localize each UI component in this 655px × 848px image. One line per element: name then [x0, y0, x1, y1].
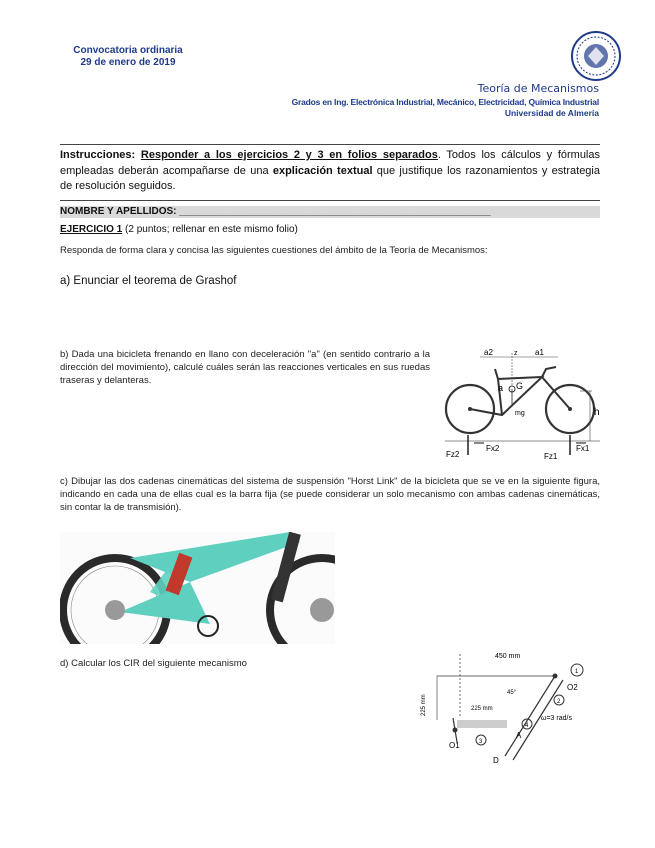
- link-3: 3: [479, 739, 483, 745]
- question-d: d) Calcular los CIR del siguiente mecanismo: [60, 658, 247, 669]
- label-Fz1: Fz1: [544, 452, 558, 461]
- dim-left: 225 mm: [421, 694, 427, 716]
- university-seal-icon: [570, 30, 622, 82]
- university-name: Universidad de Almería: [504, 108, 599, 118]
- convocatoria-label: Convocatoria ordinaria: [73, 45, 183, 56]
- instructions-paragraph: [60, 148, 600, 195]
- label-h: h: [594, 407, 600, 418]
- suspension-bike-photo: [60, 532, 335, 644]
- dim-mid: 225 mm: [471, 706, 493, 712]
- instructions-emphasis: Responder a los ejercicios 2 y 3 en folios separados: [140, 149, 438, 161]
- label-a2: a2: [484, 348, 493, 357]
- exercise1-intro: Responda de forma clara y concisa las siguientes cuestiones del ámbito de la Teoría de Mecanismos:: [60, 245, 488, 256]
- label-z: z: [514, 350, 518, 357]
- divider-top: [60, 144, 600, 145]
- label-O2: O2: [567, 683, 578, 692]
- bicycle-diagram: [440, 343, 605, 463]
- link-1: 1: [575, 669, 579, 675]
- omega-label: ω=3 rad/s: [541, 715, 572, 722]
- link-2: 2: [557, 699, 561, 705]
- label-D: D: [493, 756, 499, 765]
- instructions-label: Instrucciones:: [60, 149, 136, 161]
- label-a1: a1: [535, 348, 544, 357]
- label-mg: mg: [515, 410, 525, 417]
- instructions-text-1: . Todos los cálculos y fórmulas empleadas deberán acompañarse de una: [60, 149, 600, 177]
- name-field[interactable]: NOMBRE Y APELLIDOS: ________________________________________________________: [60, 206, 600, 218]
- question-a: a) Enunciar el teorema de Grashof: [60, 275, 237, 287]
- label-Fx2: Fx2: [486, 444, 500, 453]
- label-Fx1: Fx1: [576, 444, 590, 453]
- label-G: G: [516, 381, 524, 391]
- instructions-bold-2: explicación textual: [272, 164, 373, 177]
- course-title: Teoría de Mecanismos: [477, 82, 599, 95]
- exam-date: 29 de enero de 2019: [80, 57, 176, 68]
- link-4: 4: [525, 723, 529, 729]
- exam-call-header: [58, 45, 198, 69]
- label-A: A: [516, 731, 522, 740]
- instructions-text-2: que justifique los razonamientos y estrategia de resolución seguidos.: [60, 164, 600, 192]
- label-Fz2: Fz2: [446, 450, 460, 459]
- label-O1: O1: [449, 741, 460, 750]
- question-c: c) Dibujar las dos cadenas cinemáticas del sistema de suspensión "Horst Link" de la bicicleta que se ve en la siguiente figura, indicando en cada una de ellas cual es la barra fija (se puede considerar un solo mecanismo con ambas cadenas cinemáticas, sin contar la de transmisión).: [60, 476, 600, 513]
- exercise1-header: [60, 224, 298, 235]
- mechanism-diagram: [415, 648, 605, 766]
- divider-bottom: [60, 200, 600, 201]
- degrees-line: Grados en Ing. Electrónica Industrial, Mecánico, Electricidad, Química Industrial: [291, 97, 599, 107]
- dim-top: 450 mm: [495, 653, 521, 660]
- exercise1-points: (2 puntos; rellenar en este mismo folio): [122, 224, 298, 235]
- label-a: a: [498, 383, 504, 393]
- exercise1-title: EJERCICIO 1: [60, 224, 123, 235]
- question-b: b) Dada una bicicleta frenando en llano con deceleración "a" (en sentido contrario a la dirección del movimiento), calculé cuáles serán las reacciones verticales en sus ruedas traseras y delanteras.: [60, 349, 430, 386]
- angle-label: 45°: [507, 690, 517, 696]
